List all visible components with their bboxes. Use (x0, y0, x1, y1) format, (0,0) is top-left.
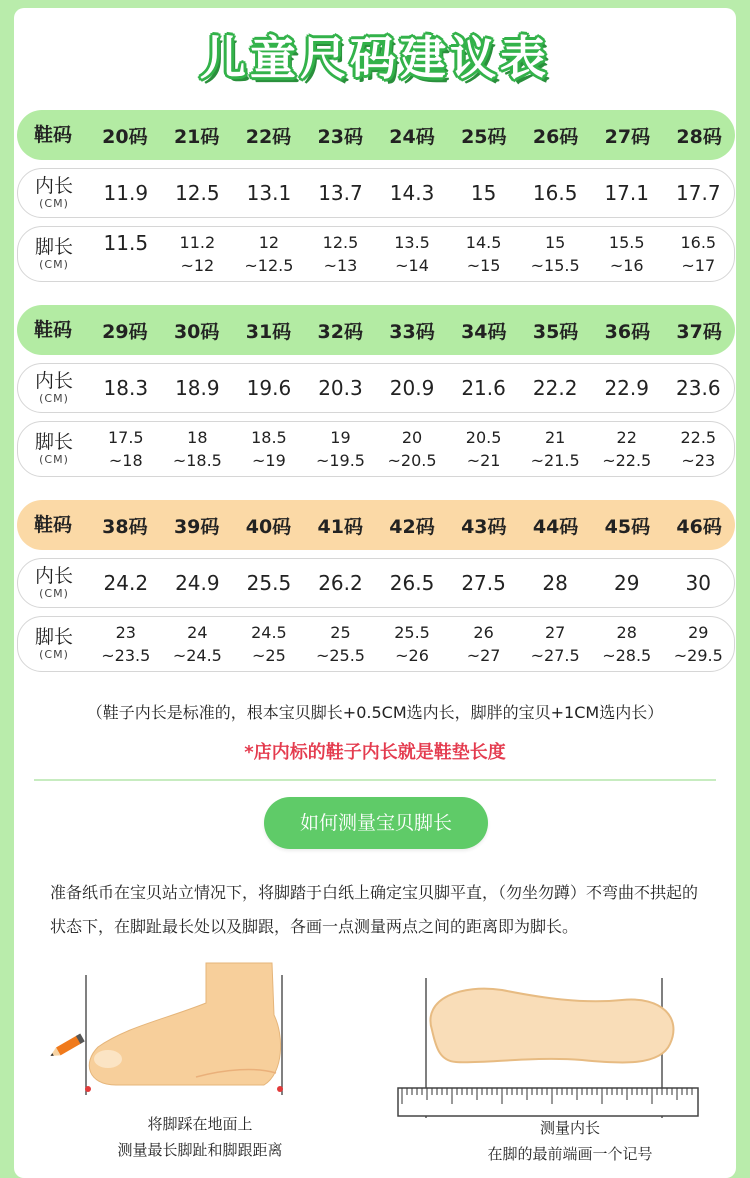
inner-length-row (17, 168, 735, 218)
inner-length-cell: 14.3 (389, 181, 435, 205)
foot-length-min: 15 (544, 233, 566, 252)
size-cell: 25码 (461, 125, 507, 148)
unit-label: (CM) (39, 392, 69, 405)
size-cell: 30码 (173, 320, 220, 343)
inner-length-cell: 25.5 (246, 571, 292, 595)
foot-length-max: ~25 (252, 646, 286, 665)
size-cell: 28码 (676, 125, 722, 148)
ruler-icon (398, 1088, 698, 1116)
foot-label-text: 脚长 (34, 431, 73, 453)
size-cell: 36码 (604, 320, 651, 343)
inner-length-cell: 12.5 (175, 181, 220, 205)
foot-length-row (17, 226, 735, 282)
insole-icon (430, 989, 673, 1063)
foot-length-row (17, 616, 735, 672)
inner-length-cell: 20.9 (389, 376, 435, 400)
inner-length-cell: 16.5 (532, 181, 578, 205)
foot-length-cell (376, 426, 448, 472)
foot-length-max: ~21 (466, 451, 501, 470)
size-cell: 41码 (317, 515, 363, 538)
inner-length-cell: 26.2 (318, 571, 363, 595)
pencil-icon (48, 1034, 85, 1060)
foot-row-label (18, 628, 90, 660)
foot-length-min: 20.5 (465, 428, 502, 447)
foot-length-cell (162, 426, 234, 472)
size-cell: 45码 (604, 515, 651, 538)
foot-row-label (18, 238, 90, 270)
inner-length-cell: 22.9 (604, 376, 649, 400)
foot-length-cell (519, 231, 591, 277)
size-cell: 37码 (676, 320, 722, 343)
foot-length-min: 24 (187, 623, 208, 642)
foot-measure-illustration (46, 955, 346, 1095)
foot-length-max: ~29.5 (673, 646, 723, 665)
size-cell: 24码 (389, 125, 435, 148)
foot-length-max: ~13 (323, 256, 358, 275)
size-label-text: 鞋码 (33, 123, 72, 146)
inner-length-row (17, 363, 735, 413)
size-cell: 27码 (604, 125, 651, 148)
foot-length-cell (162, 621, 234, 667)
size-cell: 33码 (389, 320, 435, 343)
foot-length-min: 22 (616, 428, 637, 447)
foot-length-min: 25 (330, 623, 351, 642)
foot-length-min: 29 (688, 623, 709, 642)
foot-length-min: 14.5 (465, 233, 502, 252)
foot-length-max: ~17 (681, 256, 716, 275)
size-cell: 21码 (173, 125, 220, 148)
foot-length-cell (519, 621, 591, 667)
foot-length-max: ~22.5 (602, 451, 652, 470)
inner-label-text: 内长 (34, 370, 73, 392)
size-row-label (17, 513, 89, 536)
inner-row-label (18, 372, 90, 404)
foot-length-cell (90, 426, 162, 472)
foot-length-max: ~18.5 (172, 451, 222, 470)
foot-length-min: 24.5 (251, 623, 287, 642)
foot-length-min: 27 (544, 623, 566, 642)
inner-length-cell: 30 (685, 571, 711, 595)
size-cell: 22码 (245, 125, 292, 148)
size-cell: 23码 (317, 125, 363, 148)
toe-dot (85, 1086, 91, 1092)
measure-instructions: 准备纸币在宝贝站立情况下，将脚踏于白纸上确定宝贝脚平直，（勿坐勿蹲）不弯曲不拱起的状态下，在脚趾最长处以及脚跟，各画一点测量两点之间的距离即为脚长。 (50, 883, 699, 936)
size-group (17, 500, 735, 672)
size-cell: 35码 (532, 320, 579, 343)
inner-row-label (18, 567, 90, 599)
foot-length-cell (376, 231, 448, 277)
foot-length-row (17, 421, 735, 477)
foot-icon (89, 963, 280, 1085)
foot-length-max: ~14 (395, 256, 429, 275)
inner-length-cell: 19.6 (246, 376, 292, 400)
right-caption (440, 1115, 700, 1167)
foot-length-max: ~23 (681, 451, 716, 470)
inner-length-cell: 11.9 (103, 181, 149, 205)
foot-length-min: 22.5 (680, 428, 717, 447)
how-to-measure-button[interactable]: 如何测量宝贝脚长 (264, 797, 488, 849)
unit-label: (CM) (39, 648, 69, 661)
foot-length-cell (663, 621, 735, 667)
left-caption (70, 1111, 330, 1163)
inner-length-cell: 23.6 (676, 376, 721, 400)
foot-length-cell (90, 621, 162, 667)
foot-length-max: ~20.5 (387, 451, 437, 470)
size-group (17, 110, 735, 282)
foot-length-min: 26 (473, 623, 494, 642)
foot-length-max: ~15.5 (530, 256, 580, 275)
unit-label: (CM) (39, 453, 69, 466)
heel-dot (277, 1086, 283, 1092)
inner-length-cell: 13.7 (318, 181, 363, 205)
inner-length-cell: 22.2 (532, 376, 578, 400)
size-cell: 39码 (173, 515, 220, 538)
size-cell: 46码 (676, 515, 722, 538)
foot-length-max: ~15 (466, 256, 501, 275)
foot-length-min: 25.5 (394, 623, 430, 642)
foot-length-cell (591, 231, 663, 277)
right-caption-line-2: 在脚的最前端画一个记号 (487, 1145, 653, 1163)
unit-label: (CM) (39, 197, 69, 210)
foot-length-max: ~21.5 (530, 451, 580, 470)
inner-length-row (17, 558, 735, 608)
size-cell: 29码 (102, 320, 148, 343)
foot-length-min: 11.2 (179, 233, 216, 252)
foot-length-min: 12.5 (322, 233, 359, 252)
foot-length-min: 28 (616, 623, 637, 642)
inner-length-note: （鞋子内长是标准的，根本宝贝脚长+0.5CM选内长，脚胖的宝贝+1CM选内长） (86, 703, 664, 722)
foot-length-max: ~19.5 (315, 451, 365, 470)
foot-length-min: 16.5 (680, 233, 717, 252)
insole-note: *店内标的鞋子内长就是鞋垫长度 (244, 742, 506, 763)
size-cell: 34码 (461, 320, 507, 343)
foot-length-max: ~25.5 (315, 646, 365, 665)
size-cell: 26码 (532, 125, 579, 148)
size-group (17, 305, 735, 477)
size-cell: 20码 (102, 125, 148, 148)
foot-length-max: ~18 (108, 451, 143, 470)
insole-measure-illustration (392, 968, 702, 1118)
size-cell: 42码 (389, 515, 435, 538)
foot-length-cell: 11.5 (103, 231, 149, 255)
inner-length-cell: 18.3 (103, 376, 149, 400)
foot-length-max: ~16 (609, 256, 644, 275)
foot-label-text: 脚长 (34, 236, 73, 258)
size-header-row (17, 305, 735, 355)
section-divider (34, 779, 716, 781)
foot-length-cell (305, 621, 377, 667)
inner-length-cell: 17.1 (604, 181, 649, 205)
foot-length-max: ~24.5 (172, 646, 222, 665)
inner-label-text: 内长 (34, 565, 73, 587)
foot-length-min: 17.5 (107, 428, 144, 447)
foot-length-max: ~28.5 (602, 646, 652, 665)
foot-length-max: ~26 (395, 646, 429, 665)
foot-length-cell (448, 231, 520, 277)
inner-length-cell: 24.2 (103, 571, 149, 595)
size-cell: 38码 (102, 515, 148, 538)
size-cell: 31码 (245, 320, 292, 343)
foot-length-cell (305, 426, 377, 472)
inner-length-cell: 26.5 (389, 571, 435, 595)
inner-length-cell: 20.3 (318, 376, 363, 400)
foot-length-cell (376, 621, 448, 667)
size-row-label (17, 123, 89, 146)
inner-length-cell: 24.9 (175, 571, 220, 595)
size-row-label (17, 318, 89, 341)
foot-length-cell (233, 621, 305, 667)
inner-length-cell: 27.5 (461, 571, 506, 595)
foot-length-cell (591, 426, 663, 472)
foot-length-min: 19 (330, 428, 351, 447)
foot-length-max: ~23.5 (101, 646, 151, 665)
foot-length-cell (162, 231, 234, 277)
size-cell: 44码 (532, 515, 579, 538)
foot-length-max: ~27 (466, 646, 501, 665)
foot-length-cell (448, 426, 520, 472)
size-label-text: 鞋码 (33, 318, 72, 341)
foot-length-cell (663, 426, 735, 472)
size-cell: 43码 (461, 515, 507, 538)
size-label-text: 鞋码 (33, 513, 72, 536)
left-caption-line-1: 将脚踩在地面上 (147, 1115, 253, 1133)
foot-label-text: 脚长 (34, 626, 73, 648)
right-caption-line-1: 测量内长 (539, 1119, 600, 1137)
foot-length-min: 21 (544, 428, 566, 447)
inner-row-label (18, 177, 90, 209)
size-header-row (17, 500, 735, 550)
foot-length-cell (591, 621, 663, 667)
foot-length-min: 15.5 (608, 233, 645, 252)
inner-length-cell: 18.9 (175, 376, 220, 400)
size-cell: 40码 (245, 515, 292, 538)
foot-length-cell (233, 426, 305, 472)
foot-length-min: 23 (115, 623, 136, 642)
inner-length-cell: 28 (542, 571, 568, 595)
inner-length-cell: 15 (470, 181, 497, 205)
left-caption-line-2: 测量最长脚趾和脚跟距离 (117, 1141, 283, 1159)
size-cell: 32码 (317, 320, 363, 343)
foot-length-max: ~12 (180, 256, 215, 275)
foot-length-min: 20 (401, 428, 423, 447)
foot-length-cell (233, 231, 305, 277)
foot-length-min: 18 (187, 428, 208, 447)
inner-length-cell: 21.6 (461, 376, 506, 400)
foot-length-min: 18.5 (251, 428, 287, 447)
foot-length-cell (305, 231, 377, 277)
foot-length-cell (448, 621, 520, 667)
unit-label: (CM) (39, 587, 69, 600)
inner-length-cell: 13.1 (246, 181, 292, 205)
unit-label: (CM) (39, 258, 69, 271)
inner-label-text: 内长 (34, 175, 73, 197)
foot-length-cell (519, 426, 591, 472)
foot-length-max: ~27.5 (530, 646, 580, 665)
foot-length-max: ~19 (252, 451, 286, 470)
foot-length-min: 13.5 (394, 233, 430, 252)
foot-row-label (18, 433, 90, 465)
size-header-row (17, 110, 735, 160)
foot-length-cell (663, 231, 735, 277)
page-title: 儿童尺码建议表 (200, 31, 550, 85)
foot-length-max: ~12.5 (244, 256, 294, 275)
foot-length-min: 12 (258, 233, 280, 252)
inner-length-cell: 29 (613, 571, 640, 595)
inner-length-cell: 17.7 (676, 181, 721, 205)
